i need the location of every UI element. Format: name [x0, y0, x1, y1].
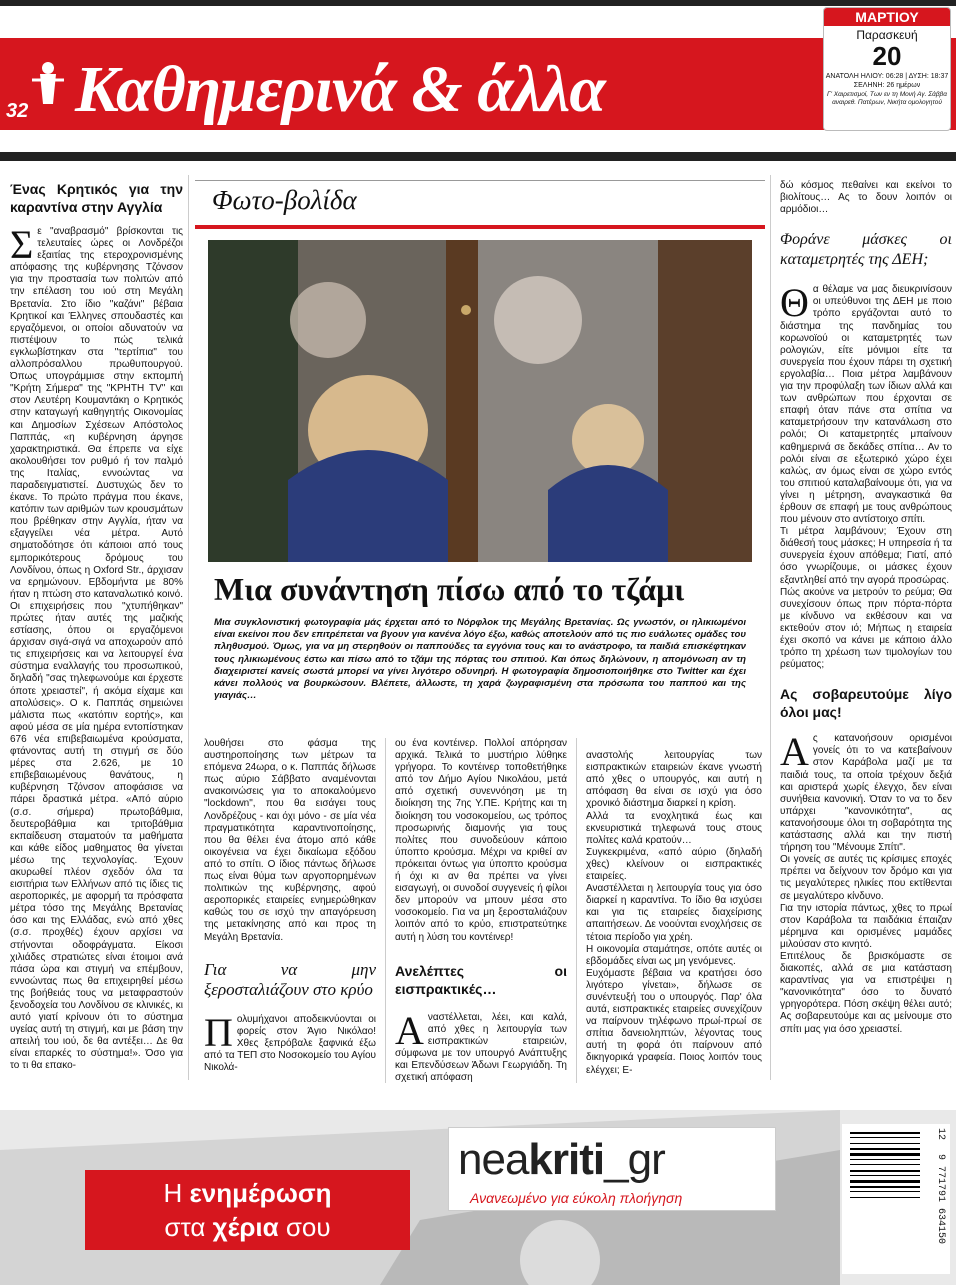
- date-weekday: Παρασκευή: [856, 28, 918, 42]
- barcode-bar: [850, 1159, 920, 1160]
- barcode-bar: [850, 1180, 920, 1183]
- barcode-bar: [850, 1173, 920, 1174]
- logo-part: nea: [458, 1135, 529, 1184]
- drop-cap: Π: [204, 1009, 233, 1055]
- neakriti-logo: [458, 1135, 665, 1185]
- barcode-bar: [850, 1145, 920, 1147]
- mid-column-3-body: αναστολής λειτουργίας των εισπρακτικών εταιρειών έκανε γνωστή από χθες ο υπουργός, και αυτή η απόφαση θα είναι σε ισχύ για όσο χρονικό διάστημα διαρκεί η κρίση. Αλλά τα ενοχλητικά έως και εκνευριστικά τηλεφωνά τους στους πολίτες καλά κρατούν… Συγκεκριμένα, «από αύριο (δηλαδή χθες) κλείνουν οι εισπρακτικές εταιρείες. Αναστέλλεται η λειτουργία τους για όσο διαρκεί η καραντίνα. Το ίδιο θα ισχύσει και για τις εταιρείες διαχείρισης απαιτήσεων. Δε νοούνται ενοχλήσεις σε τέτοια περίοδο για χρέη. Η οικονομία σταμάτησε, οπότε αυτές οι εβδομάδες είναι ως μη γενόμενες. Ευχόμαστε βέβαια να κρατήσει όσο λιγότερο γίνεται», δήλωσε σε συνέντευξή του ο υπουργός. Παρ' όλα αυτά, εισπρακτικές εταιρείες συνεχίζουν να παίρνουν τηλέφωνο πρωί-πρωί σε σπίτια δανειοληπτών, λέγοντας τους αυτή τη φορά ότι παίρνουν από δικηγορικά γραφεία. Ποιος λοιπόν τους ελέγχει; Ε-: [586, 750, 762, 1076]
- subhead-dei-masks: Φοράνε μάσκες οι καταμετρητές της ΔΕΗ;: [780, 231, 952, 269]
- mid-column-2: [395, 738, 567, 1083]
- barcode-bar: [850, 1184, 920, 1185]
- barcode-bar: [850, 1193, 920, 1196]
- barcode-bar: [850, 1189, 920, 1190]
- mid-column-2-body: ου ένα κοντέινερ. Πολλοί απόρησαν αρχικά. Τελικά το μυστήριο λύθηκε γρήγορα. Το κοντέινερ τοποθετήθηκε από τον Δήμο Αγίου Νικολάου, μετά από σχετική συνεννόηση με τη διοίκηση της 7ης Υ.ΠΕ. Κρήτης και τη διοίκηση του νοσοκομείου, ως τρόπος προσωρινής διαμονής για τους πολίτες που συνοδεύουν κάποιο ύποπτο κρούσμα. Μέχρι να κριθεί αν πρόκειται όντως για ύποπτο κρούσμα ή όχι κι αν θα πρέπει να γίνει εισαγωγή, οι συνοδοί συγγενείς ή φίλοι δεν μπορούν να μπουν μέσα στο νοσοκομείο. Για να μη ξεροσταλιάζουν λοιπόν από το κρύο, επιστρατεύτηκε αυτή η λύση του κοντέινερ!: [395, 738, 567, 943]
- subhead-debt-collectors: Ανελέπτες οι εισπρακτικές…: [395, 962, 567, 997]
- barcode-digits: 9 771791 634150: [935, 1154, 946, 1245]
- barcode-bar: [850, 1153, 920, 1156]
- top-rule: [0, 0, 956, 6]
- right-column: [780, 180, 952, 1085]
- date-day: 20: [872, 41, 902, 71]
- feature-section-title: Φωτο-βολίδα: [212, 185, 357, 215]
- drop-cap: Σ: [10, 222, 34, 267]
- mid-column-2-body-2: ναστέλλεται, λέει, και καλά, από χθες η λειτουργία των εισπρακτικών εταιρειών, σύμφωνα με τον υπουργό Ανάπτυξης και Επενδύσεων Άδωνι Γεωργιάδη. Τη σχετική απόφαση: [395, 1011, 567, 1083]
- column-divider: [576, 738, 577, 1083]
- barcode-bar: [850, 1148, 920, 1150]
- barcode-text: [924, 1128, 946, 1270]
- barcode-bar: [850, 1161, 920, 1163]
- ad-slogan-line-2: [85, 1210, 410, 1244]
- barcode-bar: [850, 1143, 920, 1144]
- ad-slogan-box: [85, 1170, 410, 1250]
- left-column-title: Ένας Κρητικός για την καραντίνα στην Αγγλία: [10, 181, 183, 215]
- date-box: [823, 7, 951, 131]
- left-column: [10, 180, 183, 1080]
- right-column-body-1: α θέλαμε να μας διευκρινίσουν οι υπεύθυνοι της ΔΕΗ με ποιο τρόπο εργάζονται αυτό το διάστημα της πανδημίας του κορωνοϊού οι καταμετρητές των ρολογιών, είτε μόνιμοι είτε τα συνεργεία που έχουν πάρει τη σχετική εργολαβία… Ποια μέτρα λαμβάνουν για την προφύλαξη των ίδιων αλλά και των ανθρώπων που έρχονται σε επαφή όταν πάνε στα σπίτια να καταμετρήσουν την κατανάλωση στο ρολόι; Οι καταμετρητές μπαίνουν καθημερινά σε δεκάδες σπίτια… Αν το ρολόι είναι σε εξωτερικό χώρο έχει καλώς, αν όμως είναι σε χώρο εντός του σπιτιού καταλαβαίνουμε ότι, για να γίνει η μέτρηση, αναγκαστικά θα έρθουν σε επαφή με τους ανθρώπους που μένουν στο αντίστοιχο σπίτι. Τι μέτρα λαμβάνουν; Έχουν στη διάθεσή τους μάσκες; Η υπηρεσία ή τα συνεργεία έχουν απόθεμα; Γιατί, από όσο γνωρίζουμε, οι μάσκες έχουν εξαντληθεί από την αγορά προσώρας. Πώς ακούνε να μετρούν το ρεύμα; Θα συνεχίσουν όπως πριν πόρτα-πόρτα με κίνδυνο να εκθέσουν και να εκτεθούν στον ιό; Μήπως η εταιρεία έχει σκοπό να κάνει με κάποιο άλλο τρόπο τη χρέωση των τιμολογίων του ρεύματος;: [780, 284, 952, 671]
- ad-text-bold: ενημέρωση: [189, 1178, 332, 1208]
- barcode-bar: [850, 1135, 920, 1136]
- moon-age: ΣΕΛΗΝΗ: 26 ημέρων: [853, 82, 921, 89]
- subhead-cold: Για να μην ξεροσταλιάζουν στο κρύο: [204, 959, 376, 999]
- barcode-bar: [850, 1186, 920, 1188]
- barcode-bar: [850, 1151, 920, 1152]
- sun-times: ΑΝΑΤΟΛΗ ΗΛΙΟΥ: 06:28 | ΔΥΣΗ: 18:37: [825, 73, 949, 80]
- mid-column-1-body-2: ολυμήχανοι αποδεικνύονται οι φορείς στον Άγιο Νικόλαο! Χθες ξεπρόβαλε ξαφνικά έξω από τα ΤΕΠ στο Νοσοκομείο του Αγίου Νικολά-: [204, 1013, 376, 1073]
- column-divider: [188, 175, 189, 1080]
- feature-caption: Μια συγκλονιστική φωτογραφία μάς έρχεται από το Νόρφλοκ της Μεγάλης Βρετανίας. Ως γνωστόν, οι ηλικιωμένοι είναι εκείνοι που δεν επιτρέπεται να βγουν για κανένα λόγο έξω, καθώς αποτελούν από τις πιο ευάλωτες ομάδες του πληθυσμού. Όμως, για να μη στερηθούν οι παππούδες τα εγγόνια τους και το ανάστροφο, τα παιδιά επισκέφτηκαν τους ηλικιωμένους έστω και πίσω από το τζάμι της πόρτας του σπιτιού. Και όπως δηλώνουν, η απομόνωση αν τη διαχειριστεί κανείς σωστά μπορεί να γίνει λιγότερο οδυνηρή. Η φωτογραφία δημοσιοποιήθηκε στο Twitter και έχει κάνει πολλούς να βουρκώσουν. Βλέπετε, άλλωστε, τη χαρά ζωγραφισμένη στα πρόσωπα του παππού και της γιαγιάς…: [214, 617, 746, 702]
- column-divider: [385, 738, 386, 1083]
- mid-column-3: [586, 738, 762, 1083]
- mid-column-1: [204, 738, 376, 1083]
- feature-headline: Μια συνάντηση πίσω από το τζάμι: [214, 571, 685, 607]
- column-divider: [770, 175, 771, 1080]
- logo-part: _gr: [604, 1135, 665, 1184]
- saints-of-day: Γ' Χαιρετισμοί, Των εν τη Μονή Αγ. Σάββα αναιρεθ. Πατέρων, Νικήτα ομολογητού: [827, 91, 947, 106]
- mid-column-1-body: λουθήσει στο φάσμα της αυστηροποίησης των μέτρων τα επόμενα 24ωρα, ο κ. Παππάς δήλωσε πως αύριο Σάββατο αναμένονται ανακοινώσεις για το αποκαλούμενο "lockdown", που θα εισάγει τους Λονδρέζους - και όχι μόνο - σε μία νέα πραγματικότητα καραντινοποίησης, που θα θέλει ένα άτομο από κάθε οικογένεια να έχει δικαίωμα εξόδου από το σπίτι. Ο ίδιος πάντως δήλωσε πως είναι θύμα των αργοπορημένων πολιτικών της κυβέρνησης, αφού αεροπορικές εταιρείες ενημερώθηκαν καθώς του σε ισχύ την απαγόρευση της μετακίνησης από και προς τη Μεγάλη Βρετανία.: [204, 738, 376, 943]
- ad-tagline: Ανανεωμένο για εύκολη πλοήγηση: [470, 1190, 683, 1206]
- feature-photo: [208, 240, 752, 562]
- barcode-bars: [850, 1132, 920, 1266]
- barcode-bar: [850, 1197, 920, 1198]
- barcode-bar: [850, 1175, 920, 1176]
- lighthouse-icon: [30, 60, 66, 106]
- barcode-bar: [850, 1164, 920, 1165]
- drop-cap: Α: [780, 729, 809, 775]
- page-number: 32: [6, 100, 29, 122]
- ad-text: σου: [278, 1212, 331, 1242]
- date-month: ΜΑΡΤΙΟΥ: [824, 8, 950, 26]
- barcode-bar: [850, 1199, 920, 1201]
- ad-text: Η: [163, 1178, 190, 1208]
- right-column-top-text: δώ κόσμος πεθαίνει και εκείνοι το βιολίτους… Ας το δουν λοιπόν οι αρμόδιοι…: [780, 180, 952, 216]
- barcode-bar: [850, 1137, 920, 1138]
- right-column-body-2: ς κατανοήσουν ορισμένοι γονείς ότι το να κατεβαίνουν στον Καράβολα μαζί με τα παιδιά τους, τα οποία τρέχουν δεξιά και αριστερά χωρίς έλεγχο, δεν είναι συνήθεια κανονική. Όταν το να το δεν υπάρχει "κανονικότητα", ας κατανοήσουμε όλοι τη σοβαρότητα της κατάστασης αλλά και την πιστή τήρηση του "Μένουμε Σπίτι". Οι γονείς σε αυτές τις κρίσιμες εποχές πρέπει να δείχνουν τον δρόμο και για τις μεγαλύτερες ηλικίες που εκτίθενται σε μεγαλύτερο κίνδυνο. Για την ιστορία πάντως, χθες το πρωί στον Καράβολα τα παιδάκια έπαιζαν μέρημνα και ορισμένες μαμάδες μιλούσαν στο κινητό. Επιτέλους δε βρισκόμαστε σε διακοπές, αλλά σε μια κατάσταση καραντίνας για να επιστρέψει η "κανονικότητα" όσο το δυνατό γρηγορότερα. Πόση σκέψη θέλει αυτό; Ας σοβαρευτούμε και ας μείνουμε στο σπίτι μας για όσο χρειαστεί.: [780, 733, 952, 1035]
- drop-cap: Θ: [780, 280, 809, 326]
- barcode-bar: [850, 1166, 920, 1169]
- ad-text: στα: [164, 1212, 213, 1242]
- barcode: [842, 1124, 950, 1274]
- left-column-body: ε "αναβρασμό" βρίσκονται τις τελευταίες ώρες οι Λονδρέζοι εξαιτίας της ετεροχρονισμένης απόφασης της κυβέρνησης Τζόνσον για την προστασία των πολιτών από την επέλαση του ιού στη Μεγάλη Βρετανία. Στο ίδιο "καζάνι" βέβαια Κρητικοί και Έλληνες σπουδαστές και εργαζόμενοι, οι οποίοι αδυνατούν να πιστέψουν το πώς τελικά εγκλωβίστηκαν στα "τερτίπια" του αλλοπρόσαλλου πρωθυπουργού. Όπως υπογράμμισε στην εκπομπή "Κρήτη Σήμερα" της "ΚΡΗΤΗ TV" και στον Λευτέρη Κουμαντάκη ο Κρητικός στην καταγωγή καθηγητής Οικονομίας και Δημοσίων Σχέσεων Απόστολος Παππάς, «η κυβέρνηση άργησε χαρακτηριστικά. Θα έπρεπε να είχε ακολουθήσει τον ρυθμό ή τον παλμό της Ιταλίας, εννοώντας να παραδειγματιστεί. Δυστυχώς δεν το έκανε. Το πρώτο πράγμα που έκανε, κατόπιν των αριθμών των κρουσμάτων που βρέθηκαν στην Αγγλία, ήταν να εξαγγείλει νέα μέτρα. Αυτό σηματοδότησε ότι κάποιοι από τους εμπορικότερους δρόμους του Λονδίνου, όπως η Oxford Str., άρχισαν να ερημώνουν. Εβδομήντα με 80% ήταν η πτώση στο καταναλωτικό κοινό. Οι επιχειρήσεις που "χτυπήθηκαν" πρώτες ήταν αυτές της μαζικής εστίασης, όπου οι εργαζόμενοι άρχισαν σιγά-σιγά να αποχωρούν από τις επιχειρήσεις και να λειτουργεί ένα σύστημα εναλλαγής του προσωπικού, δηλαδή "σας τηλεφωνούμε και έρχεστε όποτε χρειαστεί", ή ακόμα είχαμε και απολύσεις». Ο κ. Παππάς σημειώνει μάλιστα πως «κατόπιν εορτής», και αφού μέσα σε μία ημέρα εντοπίστηκαν 676 νέα επιβεβαιωμένα κρούσματα, φτάνοντας αυτή τη στιγμή σε δύο μέρες στα 2.626, με 10 επιβεβαιωμένους θανάτους, η κυβέρνηση Τζόνσον αποφάσισε να πάρει δραστικά μέτρα. «Από αύριο (σ.σ. σήμερα) πρωτοβάθμια, δευτεροβάθμια και τριτοβάθμια εκπαίδευση σταματούν τα μαθήματα και κάθε είδος μαθηματος θα γίνεται μέσω της τεχνολογίας. Έχουν ακυρωθεί πλέον σχεδόν όλα τα εισιτήρια των Ελλήνων από τις ίδιες τις αεροπορικές, με αφορμή τα πρόσφατα μέτρα τόσο της Μεγάλης Βρετανίας όσο και της Ελλάδας, ενώ από χθες (σ.σ. προχθές) έχουν αρχίσει να στήνονται οδοφράγματα. Είκοσι χιλιάδες στρατιώτες είναι έτοιμοι ανά πάσα ώρα και στιγμή να επέμβουν, εννοώντας πως θα επιχειρηθεί μέσω της βοήθειάς τους να μεταφραστούν ξενοδοχεία του Λονδίνου σε κλινικές, κι αυτό γιατί κρίνουν ότι το σύστημα υγείας αυτή τη στιγμή, και με βάση την απειλή του ιού, δε θα αντέξει… Δε θα είναι επαρκές το σύστημα!». Όσο για το τι θα επακο-: [10, 226, 183, 1072]
- feature-red-rule: [195, 225, 765, 229]
- ad-slogan-line-1: [85, 1176, 410, 1210]
- subhead-serious: Ας σοβαρευτούμε λίγο όλοι μας!: [780, 686, 952, 721]
- barcode-bar: [850, 1157, 920, 1158]
- ad-text-bold: χέρια: [212, 1212, 279, 1242]
- barcode-bar: [850, 1139, 920, 1142]
- barcode-bar: [850, 1191, 920, 1192]
- barcode-bar: [850, 1170, 920, 1172]
- barcode-bar: [850, 1132, 920, 1134]
- barcode-issue: 12: [935, 1128, 946, 1141]
- barcode-bar: [850, 1177, 920, 1179]
- masthead-title: Καθημερινά & άλλα: [75, 53, 605, 126]
- drop-cap: Α: [395, 1007, 424, 1053]
- logo-part-bold: kriti: [528, 1135, 605, 1184]
- header-bottom-rule: [0, 152, 956, 161]
